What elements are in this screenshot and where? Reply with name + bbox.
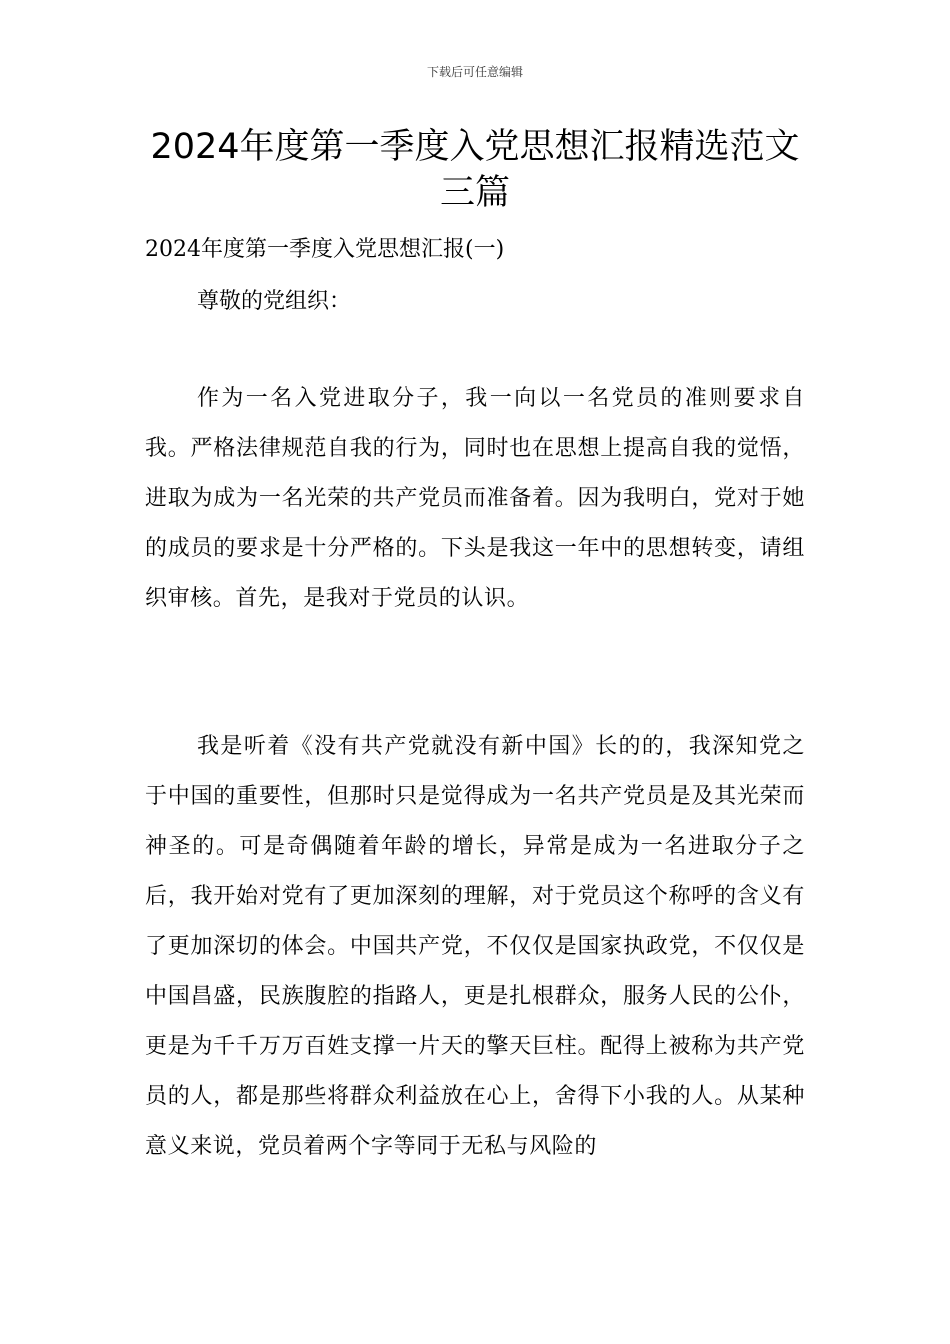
document-title: 2024年度第一季度入党思想汇报精选范文三篇 <box>150 127 800 213</box>
body-paragraph: 我是听着《没有共产党就没有新中国》长的的，我深知党之于中国的重要性，但那时只是觉得成为一名共产党员是及其光荣而神圣的。可是奇偶随着年龄的增长，异常是成为一名进取分子之后，我开始对党有了更加深刻的理解，对于党员这个称呼的含义有了更加深切的体会。中国共产党，不仅仅是国家执政党，不仅仅是中国昌盛，民族腹腔的指路人，更是扎根群众，服务人民的公仆，更是为千千万万百姓支撑一片天的擎天巨柱。配得上被称为共产党员的人，都是那些将群众利益放在心上，舍得下小我的人。从某种意义来说，党员着两个字等同于无私与风险的 <box>145 734 805 1159</box>
section-subtitle: 2024年度第一季度入党思想汇报(一) <box>145 237 505 262</box>
header-note: 下载后可任意编辑 <box>426 65 523 79</box>
body-paragraph: 作为一名入党进取分子，我一向以一名党员的准则要求自我。严格法律规范自我的行为，同时也在思想上提高自我的觉悟，进取为成为一名光荣的共产党员而准备着。因为我明白，党对于她的成员的要求是十分严格的。下头是我这一年中的思想转变，请组织审核。首先，是我对于党员的认识。 <box>145 386 805 611</box>
salutation: 尊敬的党组织： <box>197 289 352 314</box>
